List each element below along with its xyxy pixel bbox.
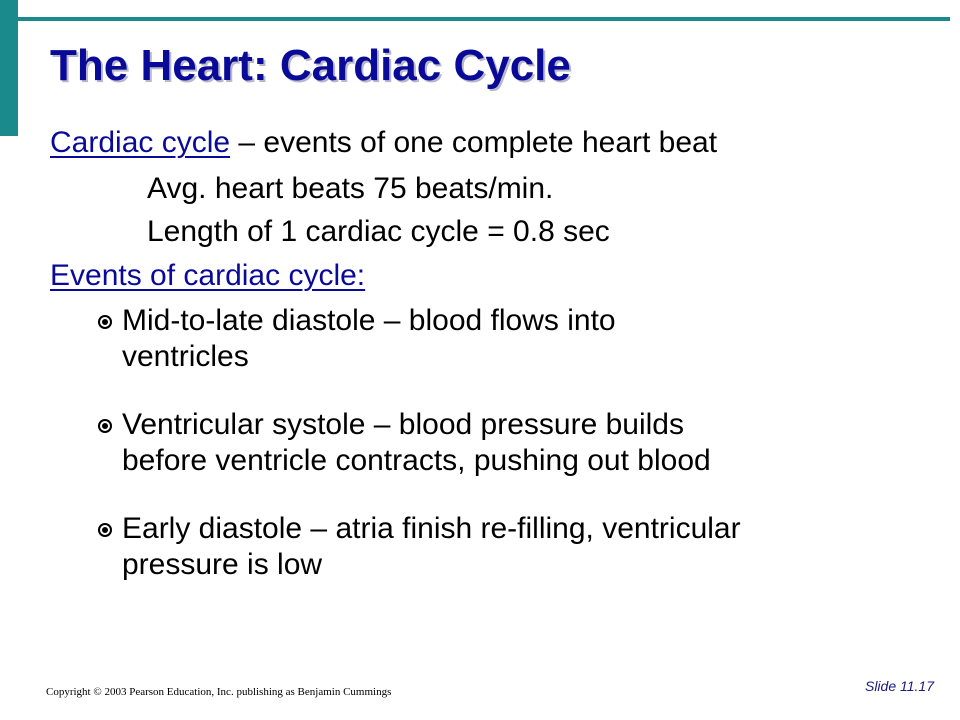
definition-text: – events of one complete heart beat [230, 126, 718, 159]
top-rule [18, 17, 950, 21]
copyright-notice: Copyright © 2003 Pearson Education, Inc. publishing as Benjamin Cummings [46, 686, 392, 698]
list-item [98, 407, 918, 479]
event-line-1: Mid-to-late diastole – blood flows into [122, 304, 616, 337]
bullet-icon [98, 523, 112, 537]
event-line-1: Ventricular systole – blood pressure builds [122, 408, 684, 441]
slide-title: The Heart: Cardiac Cycle [50, 41, 571, 90]
list-item [98, 303, 918, 375]
bullet-icon [98, 419, 112, 433]
cardiac-cycle-term: Cardiac cycle [50, 126, 231, 159]
event-line-2: ventricles [122, 340, 249, 373]
bullet-icon [98, 315, 112, 329]
event-line-1: Early diastole – atria finish re-filling, ventricular [122, 512, 741, 545]
event-line-2: before ventricle contracts, pushing out blood [122, 444, 711, 477]
cycle-length-detail: Length of 1 cardiac cycle = 0.8 sec [147, 215, 610, 248]
events-list [98, 303, 918, 615]
event-line-2: pressure is low [122, 548, 323, 581]
list-item [98, 511, 918, 583]
accent-bar [0, 0, 18, 136]
definition-line [50, 128, 717, 158]
events-heading: Events of cardiac cycle: [50, 259, 366, 292]
slide-number: Slide 11.17 [864, 678, 934, 694]
heart-rate-detail: Avg. heart beats 75 beats/min. [147, 172, 554, 205]
